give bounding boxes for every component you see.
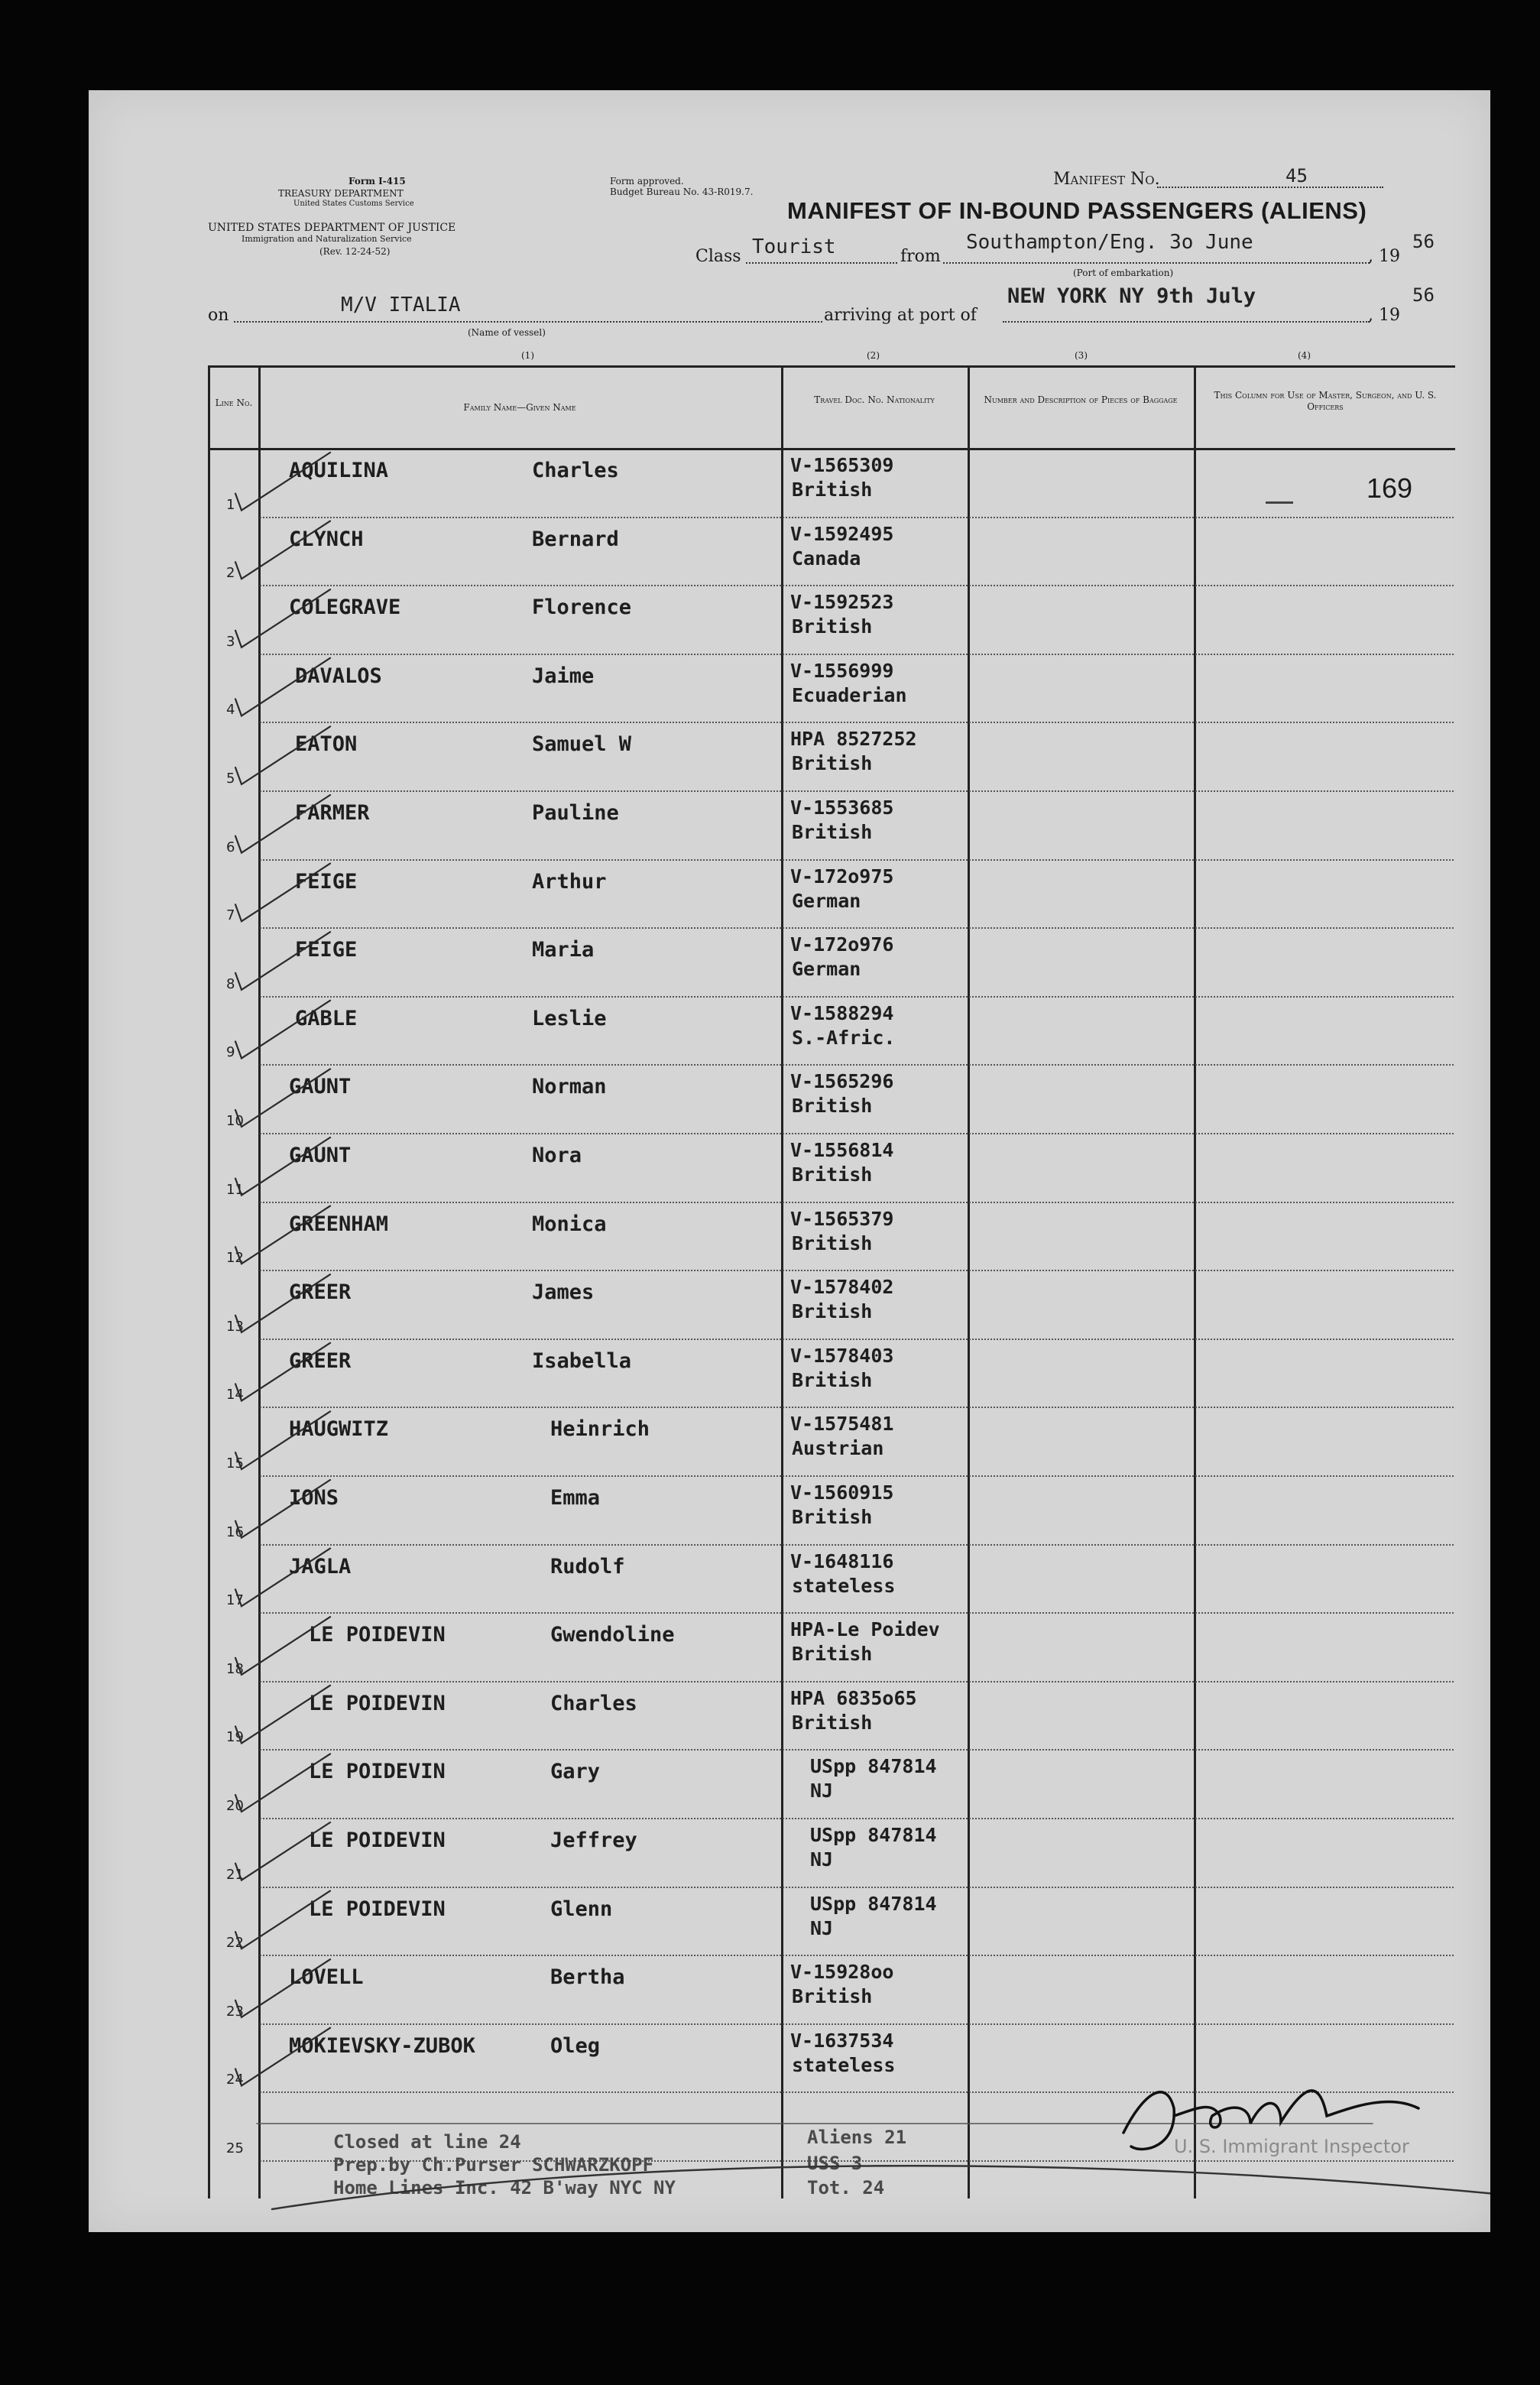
family-name: LE POIDEVIN [309,1623,446,1647]
footer-prepared-by: Prep.by Ch.Purser SCHWARZKOPF [333,2154,654,2176]
customs-service: United States Customs Service [293,200,414,208]
given-name: Nora [532,1144,582,1167]
nationality: Ecuaderian [792,683,907,706]
travel-doc-number: HPA 8527252 [790,728,917,751]
family-name: GAUNT [289,1075,352,1099]
checkmark-stroke [235,726,330,784]
nationality: S.-Afric. [792,1026,896,1049]
col-num-3: (3) [1075,350,1088,361]
header-travel-doc: Travel Doc. No. Nationality [814,394,935,405]
family-name: GREER [289,1280,352,1305]
family-name: IONS [289,1486,339,1510]
checkmark-stroke [235,658,330,716]
travel-doc-number: V-172o975 [790,865,894,887]
checkmark-stroke [235,1617,330,1675]
nationality: British [792,1643,873,1666]
given-name: Leslie [532,1006,607,1030]
family-name: HAUGWITZ [289,1417,389,1442]
travel-doc-number: V-1575481 [790,1413,894,1436]
inspector-signature [1123,2091,1418,2150]
given-name: Norman [532,1075,607,1099]
line-number: 1 [226,496,235,513]
family-name: FEIGE [295,869,358,894]
travel-doc-number: USpp 847814 [810,1755,937,1778]
checkmark-stroke [235,1480,330,1538]
given-name: Florence [532,595,632,620]
family-name: EATON [295,732,358,757]
line-number: 11 [226,1181,244,1198]
footer-total-count: Tot. 24 [807,2177,885,2198]
family-name: GREER [289,1348,352,1373]
checkmark-stroke [235,1206,330,1264]
family-name: LE POIDEVIN [309,1828,446,1852]
manifest-no-label: Manifest No. [1053,170,1160,189]
arriving-label: arriving at port of [824,306,977,325]
given-name: Maria [532,938,595,962]
family-name: GREENHAM [289,1212,389,1236]
col-num-1: (1) [521,350,534,361]
family-name: LE POIDEVIN [309,1691,446,1715]
manifest-title: MANIFEST OF IN-BOUND PASSENGERS (ALIENS) [787,197,1367,224]
nationality: German [792,889,861,912]
manifest-sheet [89,90,1490,2232]
nationality: British [792,1231,873,1254]
year-prefix-arrive: , 19 [1368,306,1400,325]
line-number: 13 [226,1318,244,1335]
nationality: British [792,1368,873,1391]
nationality: NJ [810,1780,834,1803]
line-number: 22 [226,1935,244,1952]
family-name: GAUNT [289,1144,352,1167]
from-label: from [900,247,941,266]
checkmark-stroke [235,1686,330,1744]
travel-doc-number: V-1556999 [790,659,894,682]
family-name: FEIGE [295,938,358,962]
header-baggage: Number and Description of Pieces of Baggage [984,394,1178,405]
line-number: 8 [226,975,235,992]
nationality: NJ [810,1848,834,1871]
family-name: FARMER [295,801,370,825]
travel-doc-number: USpp 847814 [810,1824,937,1846]
from-value: Southampton/Eng. 3o June [966,231,1253,254]
given-name: Isabella [532,1348,632,1373]
checkmark-stroke [235,1137,330,1196]
header-officers: This Column for Use of Master, Surgeon, and U. S. Officers [1214,390,1437,412]
line-number: 9 [226,1044,235,1061]
checkmark-stroke [235,589,330,647]
travel-doc-number: V-1565296 [790,1070,894,1093]
given-name: Glenn [550,1897,613,1921]
given-name: Oleg [550,2033,601,2058]
line-number: 25 [226,2140,244,2156]
treasury-dept: TREASURY DEPARTMENT [278,188,404,199]
travel-doc-number: V-1578403 [790,1344,894,1367]
given-name: Charles [550,1691,637,1715]
line-number: 23 [226,2003,244,2020]
nationality: British [792,1163,873,1186]
line-number: 14 [226,1387,244,1403]
nationality: stateless [792,1574,896,1597]
family-name: LE POIDEVIN [309,1897,446,1921]
given-name: Heinrich [550,1417,650,1442]
given-name: Samuel W [532,732,632,757]
checkmark-stroke [235,864,330,922]
nationality: German [792,958,861,981]
footer-aliens-count: Aliens 21 [807,2127,907,2148]
checkmark-stroke [235,1274,330,1332]
given-name: Rudolf [550,1554,625,1579]
line-number: 18 [226,1660,244,1677]
on-label: on [208,306,229,325]
travel-doc-number: V-1565379 [790,1207,894,1230]
travel-doc-number: V-1637534 [790,2029,894,2052]
line-number: 7 [226,907,235,924]
nationality: British [792,1095,873,1118]
handwritten-marks [89,90,1490,2232]
checkmark-stroke [235,2028,330,2086]
nationality: British [792,615,873,638]
given-name: Gary [550,1760,601,1784]
family-name: COLEGRAVE [289,595,401,620]
family-name: LE POIDEVIN [309,1760,446,1784]
given-name: Emma [550,1486,601,1510]
given-name: Monica [532,1212,607,1236]
checkmark-stroke [235,1001,330,1059]
checkmark-stroke [235,521,330,579]
given-name: Bertha [550,1965,625,1990]
checkmark-stroke [235,1411,330,1469]
nationality: British [792,1711,873,1734]
vessel-value: M/V ITALIA [341,294,461,316]
line-number: 16 [226,1523,244,1540]
family-name: CLYNCH [289,527,364,551]
footer-uss-count: USS 3 [807,2153,863,2174]
checkmark-stroke [235,1891,330,1949]
family-name: LOVELL [289,1965,364,1990]
nationality: British [792,479,873,501]
year-from: 56 [1412,231,1435,252]
nationality: Canada [792,547,861,569]
footer-closed-at: Closed at line 24 [333,2131,521,2153]
nationality: stateless [792,2053,896,2076]
col-num-2: (2) [867,350,880,361]
budget-bureau: Budget Bureau No. 43-R019.7. [610,187,754,197]
footer-company: Home Lines Inc. 42 B'way NYC NY [333,2177,676,2198]
checkmark-stroke [235,1822,330,1880]
travel-doc-number: V-1553685 [790,797,894,819]
closing-strike-line [272,2166,1490,2209]
header-line-no: Line No. [215,398,253,408]
travel-doc-number: HPA-Le Poidev [790,1618,940,1641]
line-number: 3 [226,633,235,650]
given-name: Jaime [532,664,595,688]
travel-doc-number: V-15928oo [790,1961,894,1984]
line-number: 20 [226,1798,244,1814]
travel-doc-number: V-1565309 [790,454,894,476]
travel-doc-number: V-1648116 [790,1549,894,1572]
family-name: JAGLA [289,1554,352,1579]
line-number: 2 [226,565,235,582]
travel-doc-number: V-1592523 [790,591,894,614]
nationality: British [792,1506,873,1528]
line-number: 15 [226,1455,244,1472]
line-number: 19 [226,1729,244,1746]
form-approved: Form approved. [610,176,684,187]
travel-doc-number: V-1560915 [790,1481,894,1504]
line-number: 4 [226,702,235,719]
travel-doc-number: V-172o976 [790,933,894,956]
line-number: 5 [226,771,235,787]
given-name: Arthur [532,869,607,894]
justice-dept: UNITED STATES DEPARTMENT OF JUSTICE [208,222,456,234]
given-name: James [532,1280,595,1305]
line-number: 10 [226,1113,244,1129]
given-name: Pauline [532,801,619,825]
checkmark-stroke [235,1343,330,1401]
checkmark-stroke [235,1549,330,1607]
checkmark-stroke [235,1959,330,2017]
given-name: Jeffrey [550,1828,637,1852]
nationality: NJ [810,1916,834,1939]
vessel-note: (Name of vessel) [468,327,546,338]
nationality: Austrian [792,1437,884,1460]
travel-doc-number: USpp 847814 [810,1892,937,1915]
col-num-4: (4) [1298,350,1311,361]
given-name: Gwendoline [550,1623,675,1647]
line-number: 21 [226,1866,244,1883]
arrival-value: NEW YORK NY 9th July [1007,284,1256,308]
manifest-no-value: 45 [1285,165,1308,187]
line-number: 6 [226,839,235,855]
checkmark-stroke [235,453,330,511]
year-arrive: 56 [1412,284,1435,306]
checkmark-stroke [235,795,330,853]
family-name: DAVALOS [295,664,382,688]
class-value: Tourist [752,235,836,258]
inspector-stamp-label: U. S. Immigrant Inspector [1174,2136,1409,2157]
form-number: Form I-415 [349,176,406,187]
travel-doc-number: HPA 6835o65 [790,1686,917,1709]
port-embark-note: (Port of embarkation) [1073,268,1174,278]
ins-service: Immigration and Naturalization Service [242,234,412,244]
family-name: MOKIEVSKY-ZUBOK [289,2033,475,2058]
checkmark-stroke [235,1754,330,1812]
travel-doc-number: V-1556814 [790,1139,894,1161]
travel-doc-number: V-1592495 [790,522,894,545]
line-number: 17 [226,1592,244,1609]
nationality: British [792,821,873,843]
nationality: British [792,1300,873,1323]
year-prefix-from: , 19 [1368,247,1400,266]
given-name: Charles [532,459,619,482]
family-name: GABLE [295,1006,358,1030]
class-label: Class [695,247,741,266]
checkmark-stroke [235,1069,330,1127]
line-number: 12 [226,1250,244,1267]
nationality: British [792,752,873,775]
checkmark-stroke [235,932,330,990]
header-family-name: Family Name—Given Name [463,402,576,413]
line-number: 24 [226,2072,244,2088]
form-revision: (Rev. 12-24-52) [319,246,391,257]
travel-doc-number: V-1588294 [790,1001,894,1024]
family-name: AQUILINA [289,459,389,482]
travel-doc-number: V-1578402 [790,1276,894,1299]
nationality: British [792,1985,873,2008]
given-name: Bernard [532,527,619,551]
page-number: 169 [1367,472,1413,504]
